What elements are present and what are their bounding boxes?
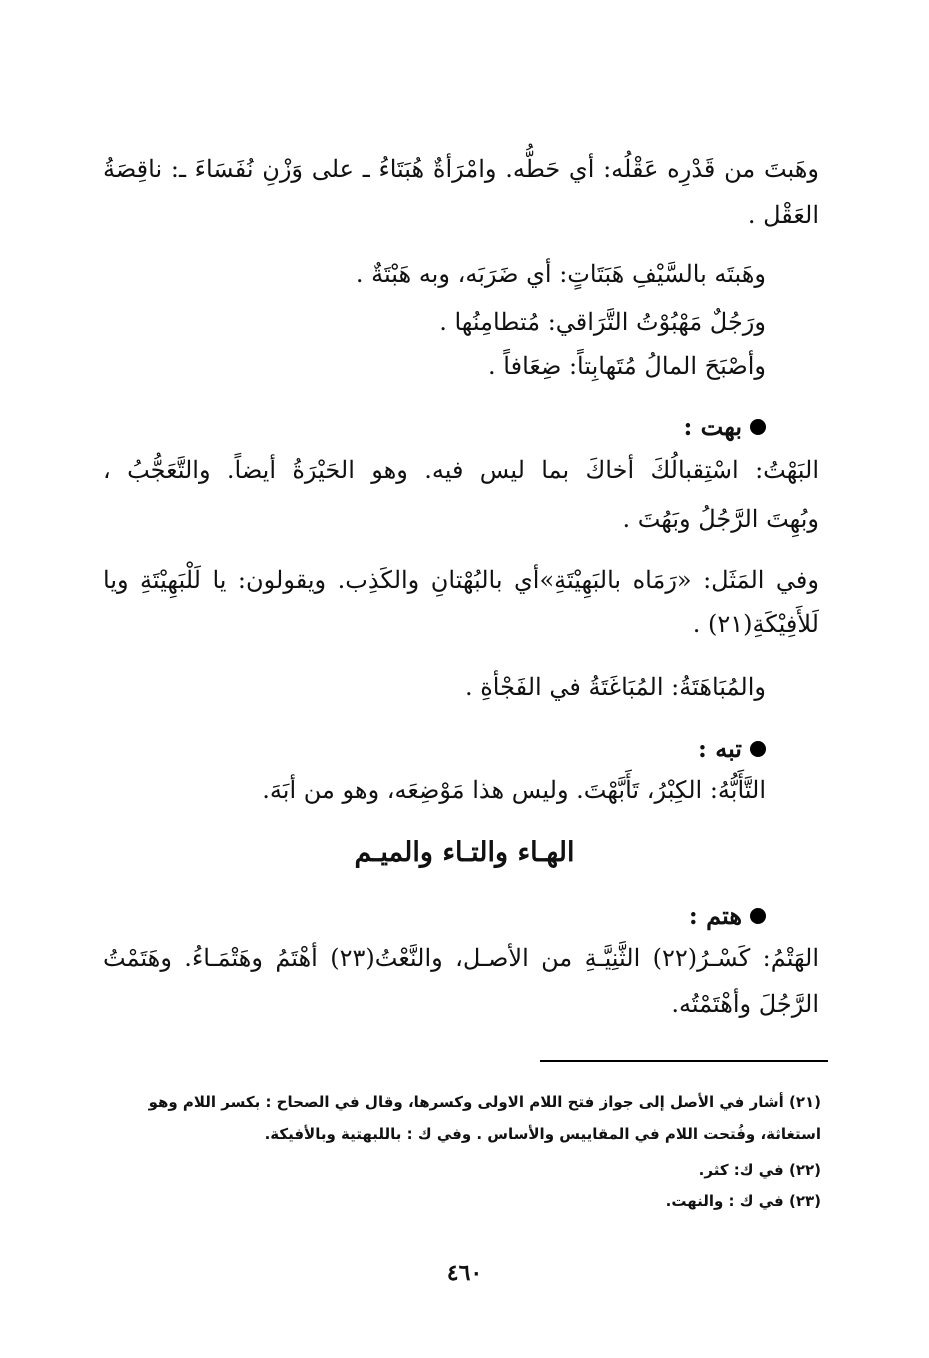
footnote: استغاثة، وفُتحت اللام في المقاييس والأساس . وفي ك : باللبهتية وبالأفيكة. [264,1125,821,1143]
text-line: والمُبَاهَتَةُ: المُبَاغَتَةُ في الفَجْأةِ . [464,673,766,701]
section-title: الهـاء والتـاء والميـم [354,837,575,868]
entry-heading-label: هتم : [688,901,742,930]
text-line: ورَجُلٌ مَهْبُوْتُ التَّرَاقي: مُتطامِنُها . [439,308,766,336]
text-line: وهَبتَ من قَدْرِه عَقْلُه: أي حَطُّه. وامْرَأةٌ هُبَتَاءُ ـ على وَزْنِ نُفَسَاءَ ـ: ناقِصَةُ [103,155,819,183]
entry-heading-label: بهت : [683,412,742,441]
text-line: وفي المَثَل: «رَمَاه بالبَهِيْتَةِ»أي بالبُهْتانِ والكَذِب. ويقولون: يا لَلْبَهِيْتَةِ ويا [103,566,819,594]
entry-heading [689,899,766,933]
text-line: البَهْتُ: اسْتِقبالُكَ أخاكَ بما ليس فيه. وهو الحَيْرَةُ أيضاً. والتَّعَجُّبُ ، [103,456,819,484]
text-line: الرَّجُلَ وأهْتَمْتُه. [671,990,819,1018]
text-line: وهَبتَه بالسَّيْفِ هَبَتَاتٍ: أي ضَرَبَه، وبه هَبْتَةٌ . [355,260,766,288]
text-line: العَقْل . [747,201,819,229]
bullet-icon [750,741,766,757]
entry-heading-label: تبه : [697,734,742,763]
footnote: (٢٢) في ك: كثر. [698,1161,821,1179]
footnote-divider [540,1060,828,1062]
text-line: وبُهِتَ الرَّجُلُ وبَهُتَ . [622,505,819,533]
bullet-icon [750,419,766,435]
text-line: الهَتْمُ: كَسْـرُ(٢٢) الثَّنِيَّـةِ من الأصـل، والنَّعْتُ(٢٣) أهْتَمُ وهَتْمَـاءُ. وهَتَمْتُ [103,944,819,972]
footnote: (٢٣) في ك : والنهت. [665,1192,821,1210]
text-line: التَّأَبُّهُ: الكِبْرُ، تَأَبَّهْتَ. وليس هذا مَوْضِعَه، وهو من أبَهَ. [262,776,766,804]
text-line: لَلأَفِيْكَةِ(٢١) . [692,610,819,638]
bullet-icon [750,908,766,924]
entry-heading [683,410,766,444]
footnote: (٢١) أشار في الأصل إلى جواز فتح اللام الاولى وكسرها، وقال في الصحاح : بكسر اللام وهو [148,1093,821,1111]
text-line: وأصْبَحَ المالُ مُتَهابِتاً: ضِعَافاً . [488,352,766,380]
entry-heading [698,732,766,766]
page-number: ٤٦٠ [446,1260,483,1286]
